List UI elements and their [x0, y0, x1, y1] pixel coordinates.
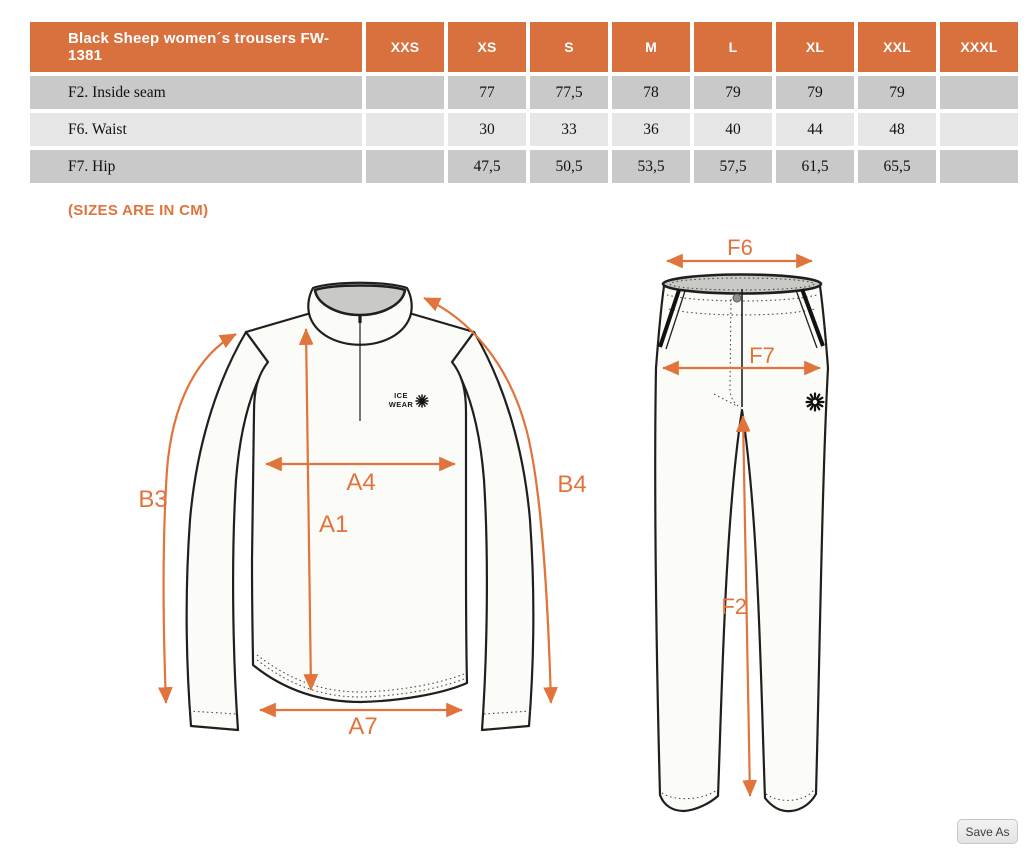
- table-cell: 40: [694, 113, 772, 146]
- col-header-xxxl: XXXL: [940, 22, 1018, 72]
- table-cell: [366, 113, 444, 146]
- table-cell: 53,5: [612, 150, 690, 183]
- col-header-xxs: XXS: [366, 22, 444, 72]
- table-cell: 48: [858, 113, 936, 146]
- table-cell: 33: [530, 113, 608, 146]
- chart-title: Black Sheep women´s trousers FW-1381: [30, 22, 362, 72]
- table-cell: [940, 150, 1018, 183]
- measure-label-f6: F6: [727, 235, 753, 260]
- table-cell: 30: [448, 113, 526, 146]
- measure-label-b3: B3: [138, 486, 168, 513]
- garment-diagrams: [0, 230, 1034, 848]
- table-cell: 36: [612, 113, 690, 146]
- col-header-m: M: [612, 22, 690, 72]
- shirt-logo-text-line1: ICE: [394, 391, 408, 400]
- col-header-xl: XL: [776, 22, 854, 72]
- row-label-waist: F6. Waist: [30, 113, 362, 146]
- table-cell: [940, 113, 1018, 146]
- table-cell: 44: [776, 113, 854, 146]
- table-cell: [366, 76, 444, 109]
- table-cell: 65,5: [858, 150, 936, 183]
- col-header-s: S: [530, 22, 608, 72]
- table-cell: 79: [858, 76, 936, 109]
- table-cell: 79: [776, 76, 854, 109]
- table-cell: 78: [612, 76, 690, 109]
- measure-label-a4: A4: [346, 469, 376, 496]
- measure-label-a7: A7: [348, 713, 378, 740]
- col-header-xxl: XXL: [858, 22, 936, 72]
- table-cell: 50,5: [530, 150, 608, 183]
- table-cell: 77,5: [530, 76, 608, 109]
- table-cell: 79: [694, 76, 772, 109]
- table-cell: [366, 150, 444, 183]
- table-cell: 47,5: [448, 150, 526, 183]
- table-cell: 61,5: [776, 150, 854, 183]
- shirt-diagram: [138, 283, 586, 740]
- shirt-logo-text-line2: WEAR: [388, 400, 414, 409]
- table-cell: [940, 76, 1018, 109]
- save-as-button[interactable]: Save As: [957, 819, 1018, 844]
- col-header-l: L: [694, 22, 772, 72]
- trousers-diagram: [655, 235, 828, 811]
- col-header-xs: XS: [448, 22, 526, 72]
- waist-button: [733, 294, 741, 302]
- measure-label-a1: A1: [319, 511, 349, 538]
- row-label-inside-seam: F2. Inside seam: [30, 76, 362, 109]
- sizes-note: (SIZES ARE IN CM): [68, 202, 209, 219]
- row-label-hip: F7. Hip: [30, 150, 362, 183]
- measure-label-f7: F7: [749, 343, 775, 368]
- table-cell: 77: [448, 76, 526, 109]
- measure-label-b4: B4: [557, 471, 587, 498]
- size-chart-table: [30, 22, 1018, 183]
- measure-label-f2: F2: [721, 594, 747, 619]
- table-cell: 57,5: [694, 150, 772, 183]
- zipper-pull: [358, 314, 361, 323]
